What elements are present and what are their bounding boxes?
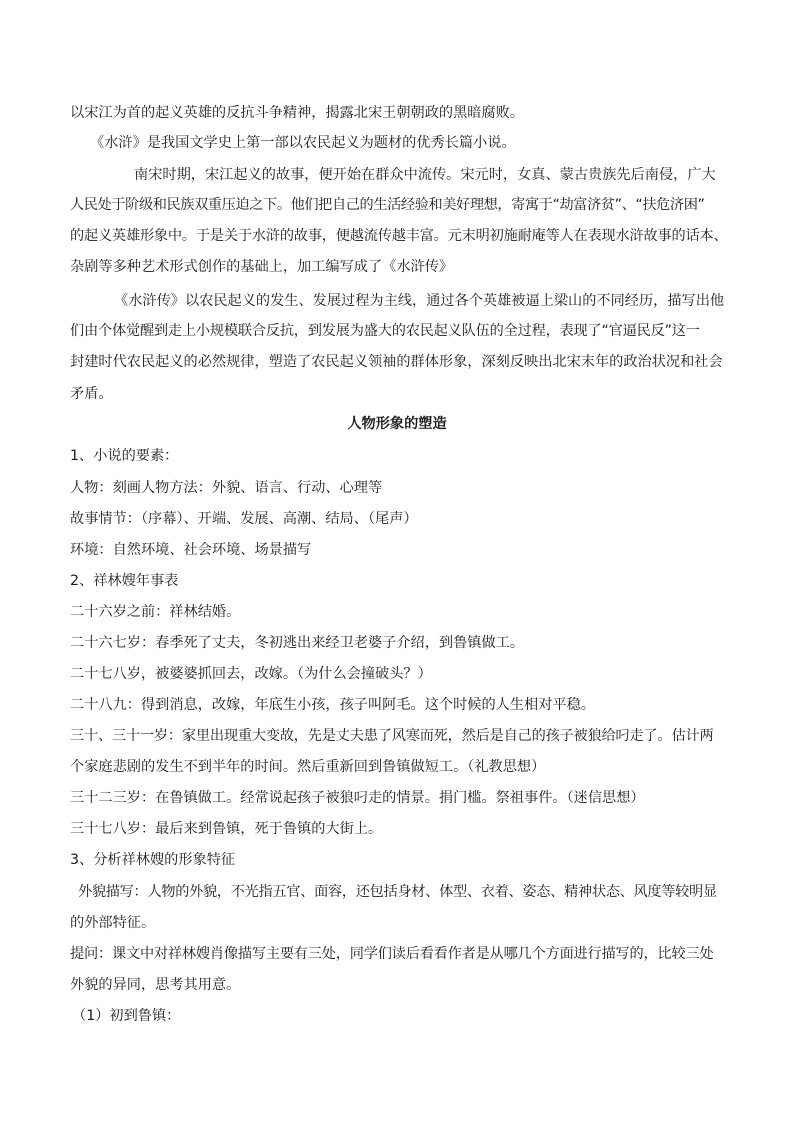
list-item: 人物：刻画人物方法：外貌、语言、行动、心理等 (70, 480, 383, 496)
list-item: 3、分析祥林嫂的形象特征 (70, 852, 236, 868)
list-item: 外貌的异同，思考其用意。 (70, 977, 241, 993)
list-item: 三十二三岁：在鲁镇做工。经常说起孩子被狼叼走的情景。捐门槛。祭祖事件。（迷信思想） (70, 790, 645, 806)
list-item: 三十七八岁：最后来到鲁镇，死于鲁镇的大街上。 (70, 821, 383, 837)
list-item: （1）初到鲁镇： (72, 1008, 181, 1024)
section-title: 人物形象的塑造 (347, 416, 447, 432)
list-item: 环境：自然环境、社会环境、场景描写 (70, 542, 312, 558)
list-item: 的外部特征。 (70, 915, 156, 931)
list-item: 二十六七岁：春季死了丈夫，冬初逃出来经卫老婆子介绍，到鲁镇做工。 (70, 635, 525, 651)
text-line: 的起义英雄形象中。于是关于水浒的故事，便越流传越丰富。元末明初施耐庵等人在表现水浒故事的话本、 (70, 228, 728, 244)
text-line: 杂剧等多种艺术形式创作的基础上，加工编写成了《水浒传》 (70, 259, 454, 275)
list-item: 二十八九：得到消息，改嫁，年底生小孩，孩子叫阿毛。这个时候的人生相对平稳。 (70, 697, 595, 713)
list-item: 提问：课文中对祥林嫂肖像描写主要有三处，同学们读后看看作者是从哪几个方面进行描写的，比较三处 (70, 946, 714, 962)
text-line: 南宋时期，宋江起义的故事，便开始在群众中流传。宋元时，女真、蒙古贵族先后南侵，广大 (134, 167, 716, 183)
list-item: 三十、三十一岁：家里出现重大变故，先是丈夫患了风寒而死，然后是自己的孩子被狼给叼走了。估计两 (70, 728, 714, 744)
text-line: 以宋江为首的起义英雄的反抗斗争精神，揭露北宋王朝朝政的黑暗腐败。 (70, 105, 525, 121)
text-line: 矛盾。 (70, 386, 113, 402)
list-item: 外貌描写：人物的外貌，不光指五官、面容，还包括身材、体型、衣着、姿态、精神状态、风度等较明显 (78, 884, 717, 900)
text-line: 《水浒》是我国文学史上第一部以农民起义为题材的优秀长篇小说。 (90, 135, 516, 151)
list-item: 个家庭悲剧的发生不到半年的时间。然后重新回到鲁镇做短工。（礼教思想） (70, 759, 546, 775)
text-line: 人民处于阶级和民族双重压迫之下。他们把自己的生活经验和美好理想，寄寓于“劫富济贫”、“扶危济困” (70, 197, 705, 213)
list-item: 故事情节：（序幕）、开端、发展、高潮、结局、（尾声） (70, 511, 418, 527)
list-item: 2、祥林嫂年事表 (70, 573, 179, 589)
text-line: 们由个体觉醒到走上小规模联合反抗，到发展为盛大的农民起义队伍的全过程，表现了“官逼民反”这一 (70, 323, 700, 339)
text-line: 《水浒传》以农民起义的发生、发展过程为主线，通过各个英雄被逼上梁山的不同经历，描写出他 (114, 293, 725, 309)
list-item: 二十六岁之前：祥林结婚。 (70, 604, 241, 620)
text-line: 封建时代农民起义的必然规律，塑造了农民起义领袖的群体形象，深刻反映出北宋末年的政治状况和社会 (70, 354, 723, 370)
list-item: 1、小说的要素： (70, 448, 179, 464)
list-item: 二十七八岁，被婆婆抓回去，改嫁。（为什么会撞破头？） (70, 666, 432, 682)
